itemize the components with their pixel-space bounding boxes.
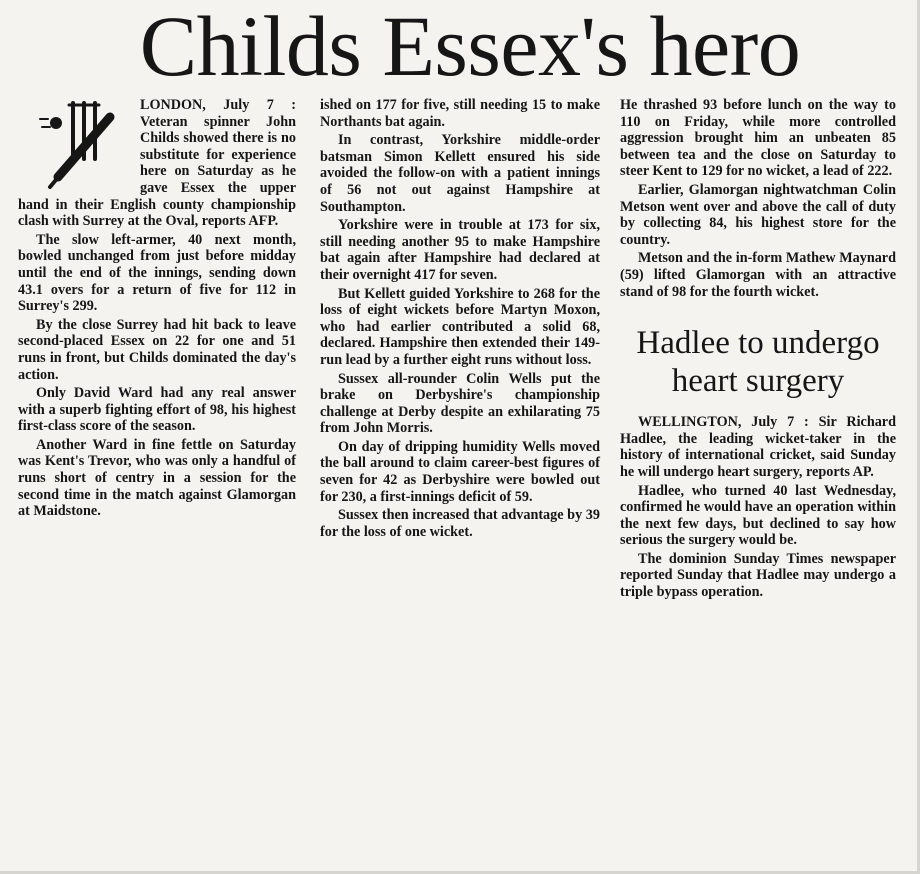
paragraph: Sussex then increased that advantage by 39 for the loss of one wicket. xyxy=(320,507,600,540)
paragraph: The slow left-armer, 40 next month, bowled unchanged from just before midday until the end of the innings, sending down 43.1 overs for a return of five for 112 in Surrey's 299. xyxy=(18,231,296,315)
cricket-logo-icon xyxy=(18,97,136,192)
paragraph: He thrashed 93 before lunch on the way to 110 on Friday, while more controlled aggression brought him an unbeaten 85 between tea and the close on Saturday to steer Kent to 129 for no wicket, a lead of 222. xyxy=(620,97,896,180)
paragraph: Metson and the in-form Mathew Maynard (59) lifted Glamorgan with an attractive stand of 98 for the fourth wicket. xyxy=(620,250,896,300)
paragraph: Hadlee, who turned 40 last Wednesday, confirmed he would have an operation within the next few days, but declined to say how serious the surgery would be. xyxy=(620,482,896,549)
lead-text: Sir Richard Hadlee, the leading wicket-taker in the history of international cricket, said Sunday he will undergo heart surgery, reports AP. xyxy=(620,414,896,480)
paragraph: ished on 177 for five, still needing 15 to make Northants bat again. xyxy=(320,97,600,130)
paragraph: Sussex all-rounder Colin Wells put the brake on Derbyshire's championship challenge at Derby despite an exhilarating 75 from John Morris. xyxy=(320,370,600,437)
article-column-1 xyxy=(18,97,296,522)
paragraph: By the close Surrey had hit back to leave second-placed Essex on 22 for one and 51 runs in front, but Childs dominated the day's action. xyxy=(18,316,296,383)
article-column-3 xyxy=(620,97,896,603)
dateline: LONDON, July 7 : xyxy=(140,97,296,113)
paragraph: Earlier, Glamorgan nightwatchman Colin Metson went over and above the call of duty by collecting 84, his highest store for the country. xyxy=(620,181,896,248)
lead-text: Veteran spinner John Childs showed there is no substitute for experience here on Saturday as he gave Essex the upper hand in their English county championship clash with Surrey at the Oval, reports AFP. xyxy=(18,113,296,230)
article-column-2 xyxy=(320,97,600,542)
dateline: WELLINGTON, July 7 : xyxy=(638,414,809,431)
article-2-headline: Hadlee to undergo heart surgery xyxy=(636,325,880,400)
paragraph: But Kellett guided Yorkshire to 268 for the loss of eight wickets before Martyn Moxon, who had earlier contributed a solid 68, declared. Hampshire then extended their 149-run lead by a further eight runs without loss. xyxy=(320,285,600,368)
paragraph: In contrast, Yorkshire middle-order batsman Simon Kellett ensured his side avoided the follow-on with a patient innings of 56 not out against Hampshire at Southampton. xyxy=(320,132,600,215)
paragraph: Another Ward in fine fettle on Saturday was Kent's Trevor, who was only a handful of runs short of centry in a session for the second time in the match against Glamorgan at Maidstone. xyxy=(18,436,296,520)
paragraph: On day of dripping humidity Wells moved the ball around to claim career-best figures of seven for 42 as Derbyshire were bowled out for 230, a first-innings deficit of 59. xyxy=(320,438,600,505)
headline: Childs Essex's hero xyxy=(139,0,801,94)
paragraph: The dominion Sunday Times newspaper reported Sunday that Hadlee may undergo a triple bypass operation. xyxy=(620,550,896,601)
paragraph: Yorkshire were in trouble at 173 for six, still needing another 95 to make Hampshire bat again after Hampshire had declared at their overnight 417 for seven. xyxy=(320,217,600,283)
article-2-lead-paragraph xyxy=(620,414,896,480)
paragraph: Only David Ward had any real answer with a superb fighting effort of 98, his highest first-class score of the season. xyxy=(18,385,296,435)
